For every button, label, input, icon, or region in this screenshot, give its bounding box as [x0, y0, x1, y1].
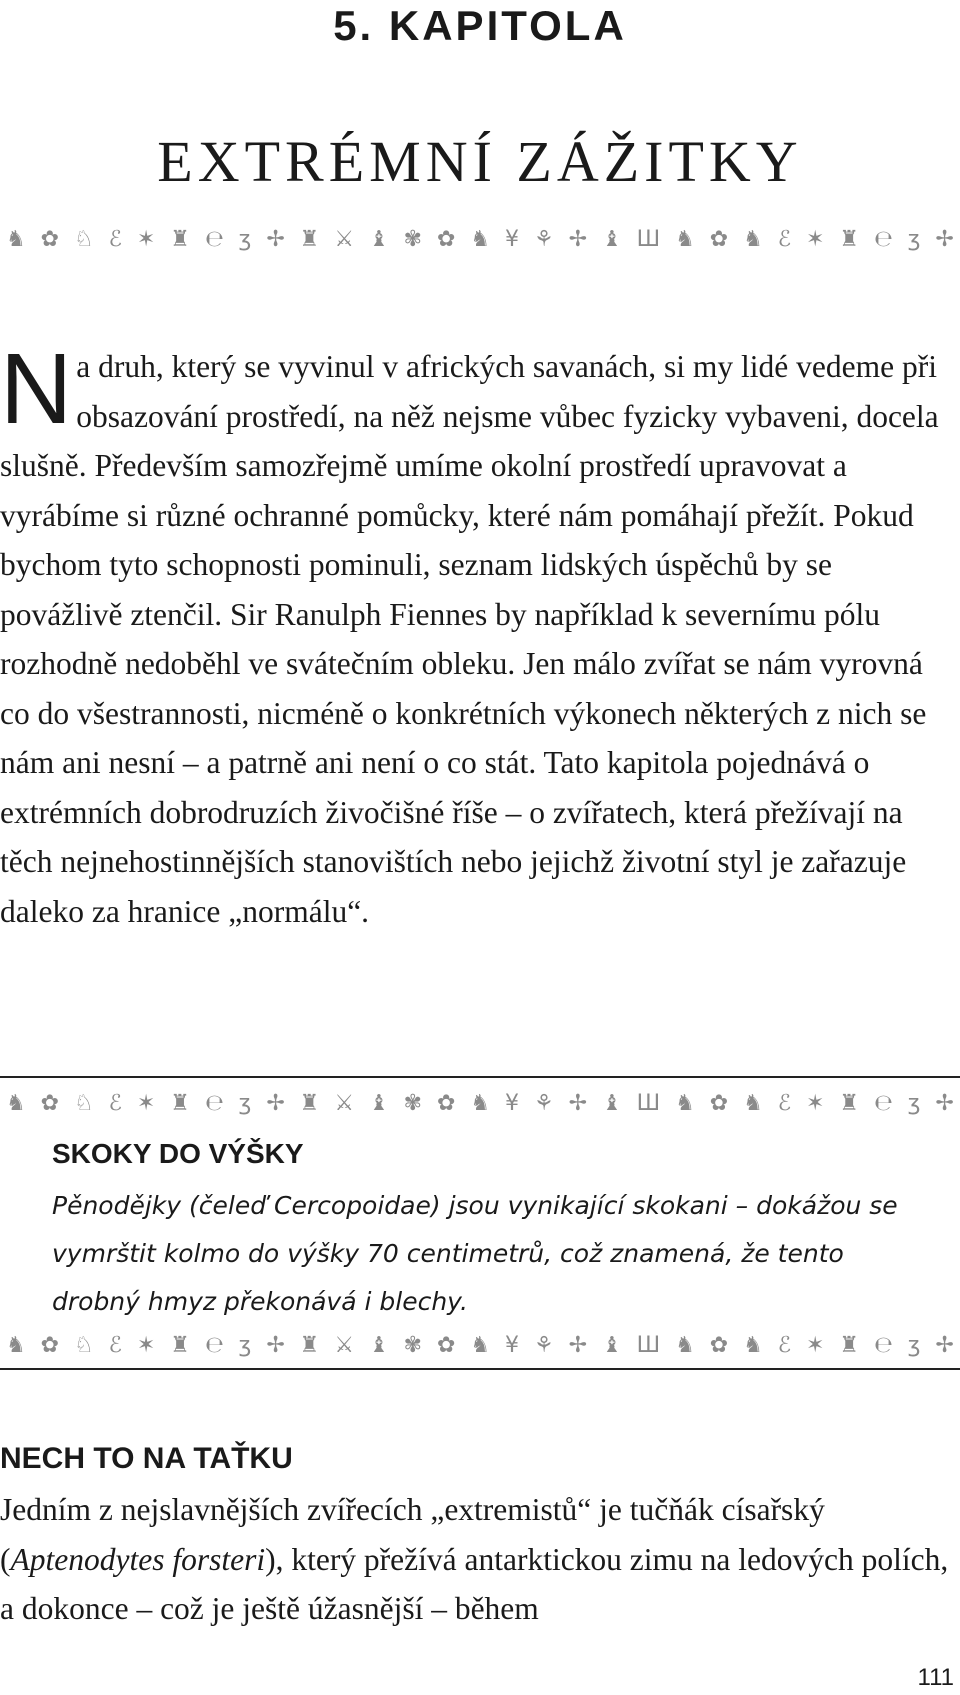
- animal-glyph-icon: ¥: [505, 226, 520, 252]
- page-number: 111: [917, 1664, 954, 1691]
- animal-glyph-icon: ✿: [709, 1090, 729, 1116]
- animal-glyph-icon: ♞: [470, 1090, 491, 1116]
- animal-glyph-icon: ♜: [299, 1090, 320, 1116]
- animal-glyph-icon: ♜: [170, 226, 191, 252]
- animal-glyph-icon: ✢: [568, 1332, 588, 1358]
- animal-glyph-icon: ✿: [437, 226, 456, 252]
- chapter-label: 5. KAPITOLA: [333, 2, 627, 49]
- animal-glyph-icon: ℮: [874, 1332, 893, 1358]
- animal-glyph-icon: ✿: [709, 226, 729, 252]
- animal-glyph-icon: ♝: [368, 226, 389, 252]
- animal-glyph-icon: ✶: [805, 226, 825, 252]
- animal-glyph-icon: ♞: [743, 226, 763, 252]
- animal-glyph-icon: ¥: [505, 1090, 520, 1116]
- animal-glyph-icon: ✶: [136, 1332, 156, 1358]
- animal-glyph-icon: ʒ: [907, 226, 921, 252]
- animal-glyph-icon: ♝: [601, 226, 622, 252]
- animal-glyph-icon: ⚔: [334, 1090, 355, 1116]
- section-text-part: ), který přežívá antarktickou zimu na ledových polích, a dokonce – což je ještě úžasnější – během: [0, 1541, 949, 1626]
- animal-ornament-border: [0, 1088, 960, 1118]
- animal-glyph-icon: ⚘: [533, 1090, 554, 1116]
- animal-glyph-icon: ♜: [170, 1332, 191, 1358]
- animal-glyph-icon: ℰ: [108, 1332, 122, 1358]
- animal-glyph-icon: ♞: [675, 226, 695, 252]
- animal-glyph-icon: ✾: [403, 226, 423, 252]
- box-text: Pěnodějky (čeleď Cercopoidae) jsou vynikající skokani – dokážou se vymrštit kolmo do výšky 70 centimetrů, což znamená, že tento drobný hmyz překonává i blechy.: [52, 1191, 898, 1316]
- box-top-rule: [0, 1076, 960, 1078]
- animal-glyph-icon: ♞: [675, 1090, 695, 1116]
- animal-glyph-icon: ✿: [437, 1090, 456, 1116]
- animal-glyph-icon: ⚘: [533, 1332, 554, 1358]
- animal-glyph-icon: ♞: [743, 1090, 763, 1116]
- animal-glyph-icon: ♜: [299, 1332, 320, 1358]
- animal-glyph-icon: ✿: [40, 226, 60, 252]
- animal-glyph-icon: ♞: [6, 226, 26, 252]
- drop-cap: N: [0, 333, 73, 445]
- animal-glyph-icon: ✢: [266, 1332, 285, 1358]
- animal-glyph-icon: ⚘: [533, 226, 554, 252]
- animal-glyph-icon: ♞: [470, 226, 491, 252]
- animal-glyph-icon: ✢: [568, 226, 588, 252]
- animal-glyph-icon: ℮: [874, 1090, 893, 1116]
- animal-glyph-icon: ✿: [709, 1332, 729, 1358]
- animal-glyph-icon: ✶: [805, 1332, 825, 1358]
- animal-glyph-icon: ♜: [170, 1090, 191, 1116]
- animal-glyph-icon: ʒ: [238, 1090, 252, 1116]
- animal-ornament-border: [0, 1330, 960, 1360]
- animal-glyph-icon: ♞: [6, 1332, 26, 1358]
- animal-ornament-border: [0, 224, 960, 254]
- animal-glyph-icon: ♜: [839, 226, 860, 252]
- animal-glyph-icon: ✿: [437, 1332, 456, 1358]
- animal-glyph-icon: ♜: [839, 1090, 860, 1116]
- animal-glyph-icon: ⚔: [334, 226, 355, 252]
- animal-glyph-icon: ℰ: [777, 226, 792, 252]
- intro-text: a druh, který se vyvinul v afrických savanách, si my lidé vedeme při obsazování prostředí, na něž nejsme vůbec fyzicky vybaveni, docela slušně. Především samozřejmě umíme okolní prostředí upravovat a vyrábíme si různé ochranné pomůcky, které nám pomáhají přežít. Pokud bychom tyto schopnosti pominuli, seznam lidských úspěchů by se povážlivě ztenčil. Sir Ranulph Fiennes by například k severnímu pólu rozhodně nedoběhl ve svátečním obleku. Jen málo zvířat se nám vyrovná co do všestrannosti, nicméně o konkrétních výkonech některých z nich se nám ani nesní – a patrně ani není o co stát. Tato kapitola pojednává o extrémních dobrodruzích živočišné říše – o zvířatech, která přežívají na těch nejnehostinnějších stanovištích nebo jejichž životní styl je zařazuje daleko za hranice „normálu“.: [0, 349, 939, 929]
- animal-glyph-icon: ℰ: [777, 1090, 792, 1116]
- animal-glyph-icon: ♞: [675, 1332, 695, 1358]
- animal-glyph-icon: ℮: [204, 1090, 224, 1116]
- animal-glyph-icon: ℮: [874, 226, 893, 252]
- animal-glyph-icon: ♘: [74, 1332, 94, 1358]
- animal-glyph-icon: ✶: [805, 1090, 825, 1116]
- animal-glyph-icon: ✢: [935, 226, 954, 252]
- animal-glyph-icon: ✢: [935, 1090, 954, 1116]
- animal-glyph-icon: ¥: [505, 1332, 520, 1358]
- animal-glyph-icon: Ш: [636, 226, 661, 252]
- animal-glyph-icon: ✢: [568, 1090, 588, 1116]
- animal-glyph-icon: Ш: [636, 1332, 661, 1358]
- section-heading: NECH TO NA TAŤKU: [0, 1442, 293, 1475]
- animal-glyph-icon: Ш: [636, 1090, 661, 1116]
- animal-glyph-icon: ✿: [40, 1090, 60, 1116]
- animal-glyph-icon: ✾: [403, 1090, 423, 1116]
- animal-glyph-icon: ♝: [368, 1090, 389, 1116]
- animal-glyph-icon: ✾: [403, 1332, 423, 1358]
- section-text: [0, 1485, 960, 1634]
- animal-glyph-icon: ℰ: [777, 1332, 792, 1358]
- animal-glyph-icon: ʒ: [907, 1332, 921, 1358]
- animal-glyph-icon: ♞: [6, 1090, 26, 1116]
- animal-glyph-icon: ✢: [266, 1090, 285, 1116]
- animal-glyph-icon: ♝: [601, 1332, 622, 1358]
- animal-glyph-icon: ✿: [40, 1332, 60, 1358]
- box-bottom-rule: [0, 1368, 960, 1370]
- species-name: Aptenodytes forsteri: [10, 1541, 266, 1577]
- animal-glyph-icon: ♝: [368, 1332, 389, 1358]
- animal-glyph-icon: ♞: [470, 1332, 491, 1358]
- animal-glyph-icon: ✢: [935, 1332, 954, 1358]
- animal-glyph-icon: ʒ: [907, 1090, 921, 1116]
- animal-glyph-icon: ♞: [743, 1332, 763, 1358]
- animal-glyph-icon: ℰ: [108, 1090, 122, 1116]
- animal-glyph-icon: ʒ: [238, 226, 252, 252]
- section-text-part: Jedním z nejslavnějších zvířecích „extremistů“ je tučňák císařský (: [0, 1492, 825, 1577]
- animal-glyph-icon: ♘: [74, 226, 94, 252]
- animal-glyph-icon: ℮: [204, 226, 224, 252]
- intro-paragraph: [0, 333, 960, 936]
- animal-glyph-icon: ℮: [204, 1332, 224, 1358]
- animal-glyph-icon: ♘: [74, 1090, 94, 1116]
- chapter-title: EXTRÉMNÍ ZÁŽITKY: [157, 129, 803, 194]
- animal-glyph-icon: ♜: [299, 226, 320, 252]
- animal-glyph-icon: ♝: [601, 1090, 622, 1116]
- animal-glyph-icon: ✶: [136, 226, 156, 252]
- animal-glyph-icon: ♜: [839, 1332, 860, 1358]
- animal-glyph-icon: ✶: [136, 1090, 156, 1116]
- animal-glyph-icon: ✢: [266, 226, 285, 252]
- animal-glyph-icon: ℰ: [108, 226, 122, 252]
- animal-glyph-icon: ⚔: [334, 1332, 355, 1358]
- animal-glyph-icon: ʒ: [238, 1332, 252, 1358]
- box-heading: SKOKY DO VÝŠKY: [52, 1138, 304, 1169]
